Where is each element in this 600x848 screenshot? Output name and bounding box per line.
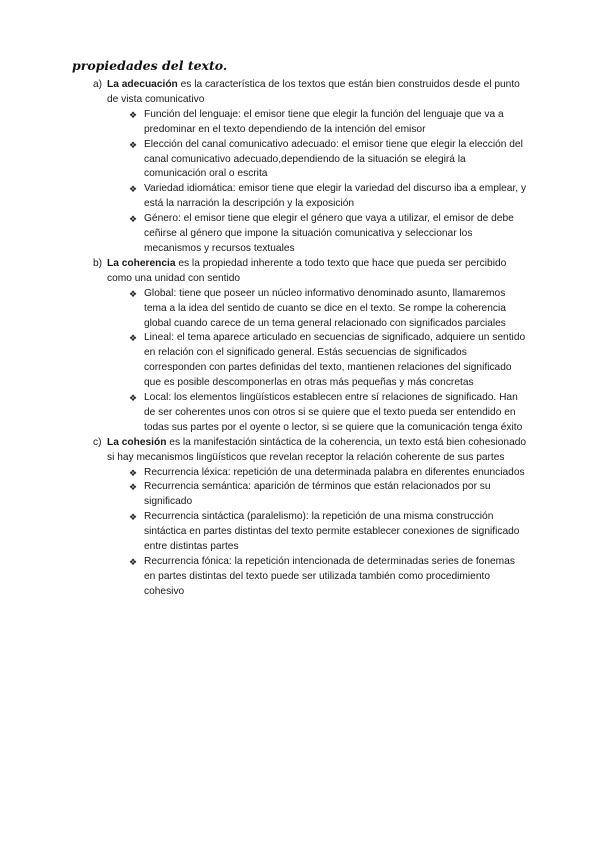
section-adecuacion	[0, 78, 600, 257]
section-cohesion	[0, 436, 600, 600]
bullet-item	[128, 182, 529, 212]
bullet-text: Variedad idiomática: emisor tiene que elegir la variedad del discurso iba a emplear, y está la narración la descripción y la exposición	[144, 183, 527, 210]
bullet-item	[128, 466, 529, 481]
bullet-text: Género: el emisor tiene que elegir el género que vaya a utilizar, el emisor de debe ceñirse al género que impone la situación comunicativa y seleccionar los mecanismos y recursos textuales	[144, 213, 514, 254]
bullet-text: Recurrencia léxica: repetición de una determinada palabra en diferentes enunciados	[144, 466, 525, 478]
diamond-bullet-icon: ❖	[128, 184, 138, 195]
diamond-bullet-icon: ❖	[128, 109, 138, 120]
diamond-bullet-icon: ❖	[128, 512, 138, 523]
bullet-list	[0, 108, 600, 257]
bullet-item	[128, 108, 529, 138]
bullet-item	[128, 287, 529, 332]
diamond-bullet-icon: ❖	[128, 139, 138, 150]
bullet-list	[0, 287, 600, 436]
bullet-item	[128, 138, 529, 183]
diamond-bullet-icon: ❖	[128, 557, 138, 567]
diamond-bullet-icon: ❖	[128, 333, 138, 344]
bullet-item	[128, 510, 529, 555]
sections-list	[0, 78, 600, 600]
bullet-text: Recurrencia semántica: aparición de términos que están relacionados por su significado	[144, 481, 491, 508]
bullet-item	[128, 480, 529, 510]
section-term: La cohesión	[107, 436, 167, 448]
bullet-item	[128, 331, 529, 391]
bullet-text: Función del lenguaje: el emisor tiene que elegir la función del lenguaje que va a predominar en el texto dependiendo de la intención del emisor	[144, 108, 504, 135]
section-paragraph	[107, 78, 529, 108]
section-paragraph	[107, 436, 529, 466]
section-marker: a)	[93, 79, 103, 90]
bullet-list	[0, 466, 600, 600]
bullet-item	[128, 212, 529, 257]
bullet-text: Global: tiene que poseer un núcleo informativo denominado asunto, llamaremos tema a la idea del sentido de cuanto se dice en el texto. Se rompe la coherencia global cuando carece de un tema general relacionado con significados parciales	[144, 287, 506, 329]
diamond-bullet-icon: ❖	[128, 482, 138, 493]
diamond-bullet-icon: ❖	[128, 467, 138, 478]
section-coherencia	[0, 257, 600, 436]
bullet-item	[128, 391, 529, 436]
section-marker: c)	[93, 436, 102, 448]
bullet-text: Elección del canal comunicativo adecuado: el emisor tiene que elegir la elección del canal comunicativo adecuado,dependiendo de la situación se elegirá la comunicación oral o escrita	[144, 138, 523, 180]
diamond-bullet-icon: ❖	[128, 214, 138, 225]
section-term: La coherencia	[107, 257, 176, 269]
diamond-bullet-icon: ❖	[128, 288, 138, 299]
document-heading: propiedades del texto.	[72, 58, 228, 73]
section-paragraph	[107, 257, 529, 287]
section-description: es la propiedad inherente a todo texto que hace que pueda ser percibido como una unidad con sentido	[107, 257, 507, 284]
bullet-text: Recurrencia sintáctica (paralelismo): la repetición de una misma construcción sintáctica en partes distintas del texto permite establecer conexiones de significado entre distintas partes	[144, 511, 520, 553]
diamond-bullet-icon: ❖	[128, 393, 138, 404]
section-term: La adecuación	[107, 79, 178, 90]
bullet-text: Local: los elementos lingüísticos establecen entre sí relaciones de significado. Han de ser coherentes unos con otros si se quiere que el texto pueda ser entendido en todas sus partes por el oyente o lector, si se quiere que la comunicación tenga éxito	[144, 392, 523, 433]
bullet-text: Lineal: el tema aparece articulado en secuencias de significado, adquiere un sentido en relación con el significado general. Estás secuencias de significados corresponden con partes definidas del texto, mantienen relaciones del significado que es posible descomponerlas en otras más pequeñas y más concretas	[144, 332, 526, 389]
section-description: es la manifestación sintáctica de la coherencia, un texto está bien cohesionado si hay mecanismos lingüísticos que revelan receptor la relación coherente de sus partes	[107, 436, 527, 463]
bullet-item	[128, 555, 529, 600]
section-marker: b)	[93, 257, 103, 269]
section-description: es la característica de los textos que están bien construidos desde el punto de vista comunicativo	[107, 79, 520, 105]
bullet-text: Recurrencia fónica: la repetición intencionada de determinadas series de fonemas en partes distintas del texto puede ser utilizada también como procedimiento cohesivo	[144, 556, 515, 597]
